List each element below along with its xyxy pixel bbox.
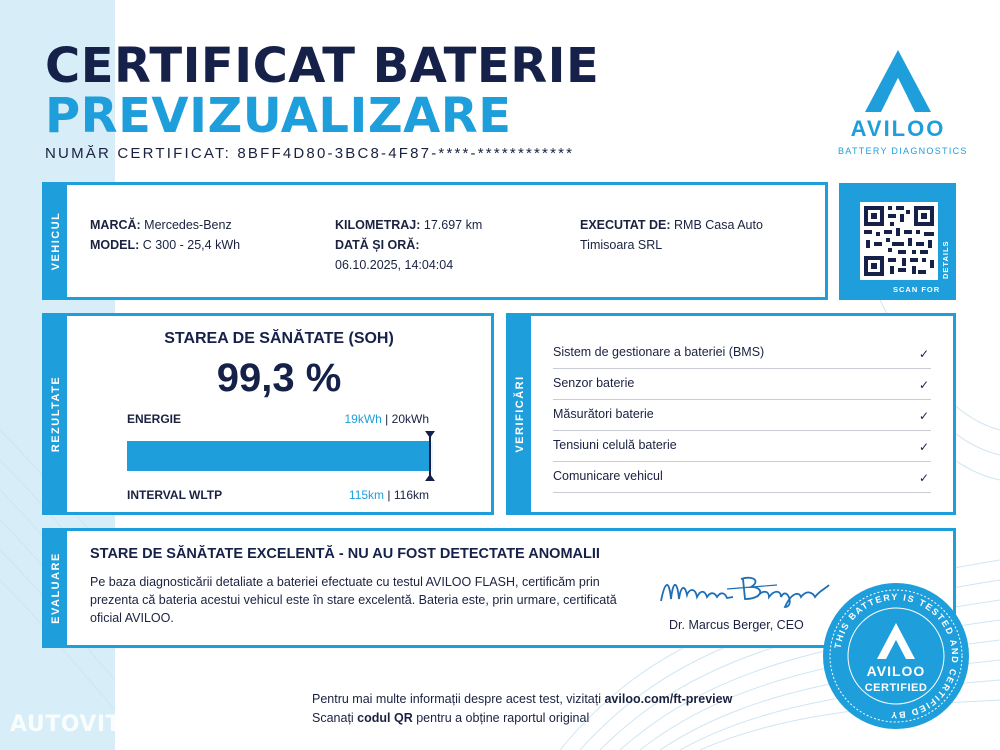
energy-total: 20kWh [391,412,429,426]
datetime-label: DATĂ ȘI ORĂ: [335,238,420,252]
vehicle-panel [42,182,828,300]
preview-subtitle: PREVIZUALIZARE [45,88,512,144]
energy-current: 19kWh [344,412,382,426]
brand-value: Mercedes-Benz [144,218,232,232]
vehicle-tab: VEHICUL [45,185,67,297]
evaluation-text: Pe baza diagnosticării detaliate a bateriei efectuate cu testul AVILOO FLASH, certificăm prin prezenta că bateria acestui vehicul este în stare excelentă. Bateria este, prin urmare, certificată oficial AVILOO. [90,575,617,625]
logo-wordmark: AVILOO [850,116,946,141]
datetime-value: 06.10.2025, 14:04:04 [335,258,454,272]
results-panel [42,313,494,515]
mileage-value: 17.697 km [423,218,483,232]
qr-scan-label: SCAN FOR [893,285,941,294]
results-tab: REZULTATE [45,316,67,512]
energy-values [344,412,429,426]
brand-label: MARCĂ: [90,218,141,232]
svg-text:THIS BATTERY IS TESTED AND CER [832,592,960,720]
check-icon: ✓ [918,440,929,454]
marker-bottom-triangle-icon [425,474,435,481]
verification-item-cell-voltages: Tensiuni celulă baterie ✓ [553,431,931,462]
footer-line-1: Pentru mai multe informații despre acest test, vizitați aviloo.com/ft-preview [312,692,733,706]
wltp-current: 115km [348,488,385,502]
qr-code-icon [860,202,938,280]
logo-tagline: BATTERY DIAGNOSTICS [838,146,968,156]
verification-item-communication: Comunicare vehicul ✓ [553,462,931,493]
model-value: C 300 - 25,4 kWh [142,238,241,252]
signer-name: Dr. Marcus Berger, CEO [669,618,804,632]
seal-certified: CERTIFIED [864,682,928,694]
certificate-number: NUMĂR CERTIFICAT: 8BFF4D80-3BC8-4F87-****-************ [45,145,575,162]
verification-item-sensor: Senzor baterie ✓ [553,369,931,400]
check-icon: ✓ [918,378,929,392]
footer [260,690,820,728]
energy-bar-fill [127,441,431,471]
verifications-panel [506,313,956,515]
energy-separator: | [381,412,392,426]
qr-code-panel[interactable] [839,183,956,300]
soh-title: STAREA DE SĂNĂTATE (SOH) [164,330,394,347]
check-icon: ✓ [918,409,929,423]
certified-seal [823,583,969,729]
verifications-list [553,338,931,493]
wltp-total: 116km [393,488,429,502]
vehicle-col-3 [580,215,763,255]
certificate-title: CERTIFICAT BATERIE [45,38,600,94]
qr-details-label: DETAILS [941,240,950,279]
aviloo-logo [838,48,968,156]
qr-code[interactable] [860,202,938,280]
energy-bar-track [127,441,433,471]
energy-bar-marker [429,435,431,477]
wltp-label: INTERVAL WLTP [127,488,223,502]
executed-value-2: Timisoara SRL [580,238,663,252]
evaluation-panel [42,528,956,648]
executed-label: EXECUTAT DE: [580,218,671,232]
verification-item-bms: Sistem de gestionare a bateriei (BMS) ✓ [553,338,931,369]
seal-wordmark: AVILOO [866,663,926,679]
vehicle-col-1 [90,215,240,255]
mileage-label: KILOMETRAJ: [335,218,421,232]
vehicle-col-2 [335,215,482,275]
verifications-tab: VERIFICĂRI [509,316,531,512]
aviloo-logo-icon [863,48,933,114]
wltp-separator: | [384,488,394,502]
wltp-values [349,488,429,502]
seal-ring-text: THIS BATTERY IS TESTED AND CERTIFIED BY [832,591,961,721]
verification-item-measurements: Măsurători baterie ✓ [553,400,931,431]
evaluation-tab: EVALUARE [45,531,67,645]
footer-link[interactable]: aviloo.com/ft-preview [604,692,733,706]
executed-value-1: RMB Casa Auto [674,218,763,232]
check-icon: ✓ [918,347,929,361]
signature-image [657,571,832,611]
watermark: AUTOVIT.RO [10,712,164,737]
check-icon: ✓ [918,471,929,485]
marker-top-triangle-icon [425,431,435,438]
model-label: MODEL: [90,238,140,252]
footer-qr-text: codul QR [357,711,413,725]
evaluation-title: STARE DE SĂNĂTATE EXCELENTĂ - NU AU FOST DETECTATE ANOMALII [90,546,600,562]
soh-value: 99,3 % [216,356,342,400]
footer-line-2: Scanați codul QR pentru a obține raportul original [312,711,590,725]
energy-label: ENERGIE [127,412,182,426]
seal-ring-icon [823,583,969,729]
